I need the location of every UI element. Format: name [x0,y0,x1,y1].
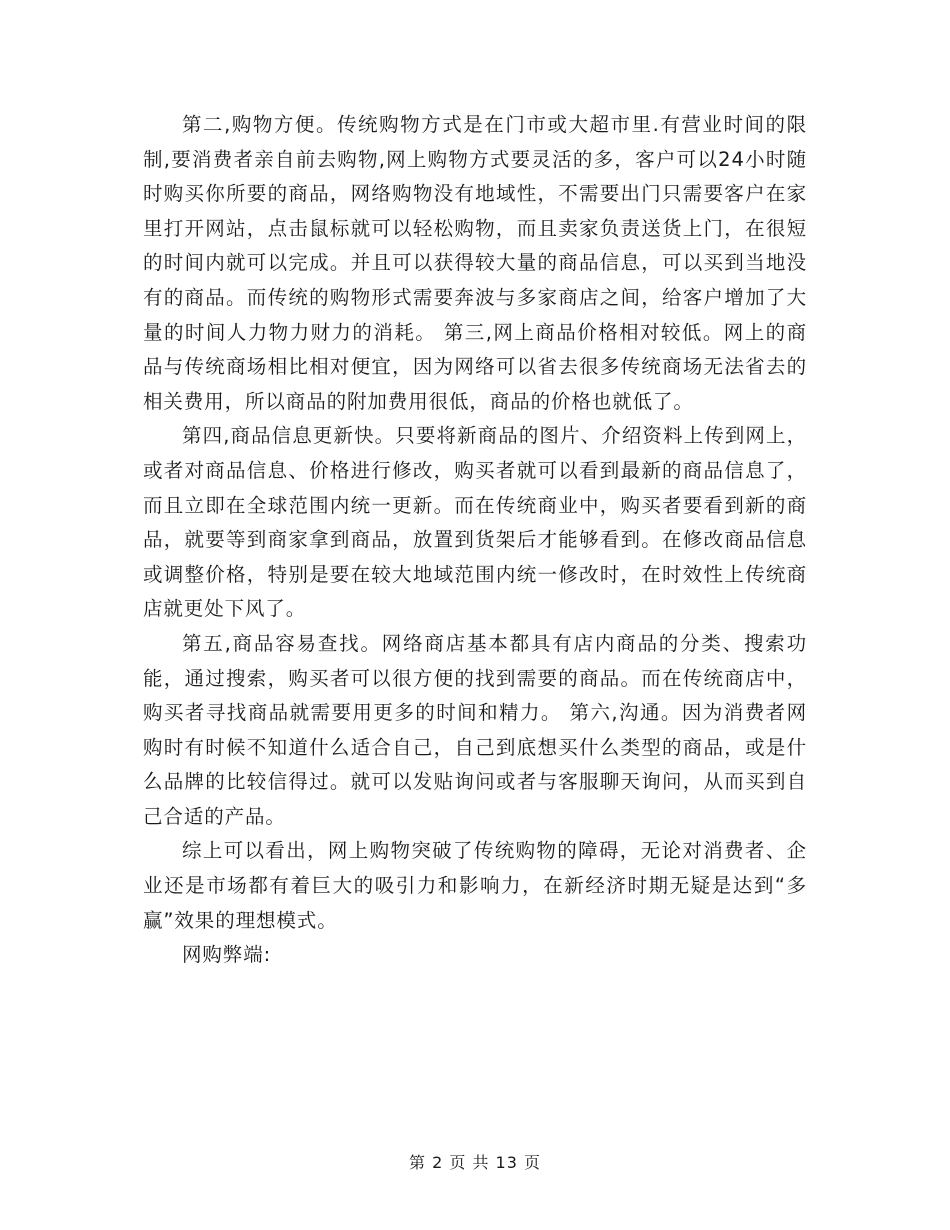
paragraph-easy-search: 第五,商品容易查找。网络商店基本都具有店内商品的分类、搜索功能，通过搜索，购买者可以很方便的找到需要的商品。而在传统商店中，购买者寻找商品就需要用更多的时间和精力。 第六,沟通。因为消费者网购时有时候不知道什么适合自己，自己到底想买什么类型的商品，或是什么品牌的比较信得过。就可以发贴询问或者与客服聊天询问，从而买到自己合适的产品。 [143,631,807,828]
page-number-footer: 第 2 页 共 13 页 [409,1153,541,1172]
paragraph-convenience: 第二,购物方便。传统购物方式是在门市或大超市里.有营业时间的限制,要消费者亲自前去购物,网上购物方式要灵活的多，客户可以24小时随时购买你所要的商品，网络购物没有地域性，不需要出门只需要客户在家里打开网站，点击鼠标就可以轻松购物，而且卖家负责送货上门，在很短的时间内就可以完成。并且可以获得较大量的商品信息，可以买到当地没有的商品。而传统的购物形式需要奔波与多家商店之间，给客户增加了大量的时间人力物力财力的消耗。 第三,网上商品价格相对较低。网上的商品与传统商场相比相对便宜，因为网络可以省去很多传统商场无法省去的相关费用，所以商品的附加费用很低，商品的价格也就低了。 [143,113,807,413]
paragraph-drawbacks-heading: 网购弊端: [182,943,272,967]
document-body [143,108,807,973]
paragraph-info-update: 第四,商品信息更新快。只要将新商品的图片、介绍资料上传到网上，或者对商品信息、价格进行修改，购买者就可以看到最新的商品信息了，而且立即在全球范围内统一更新。而在传统商业中，购买者要看到新的商品，就要等到商家拿到商品，放置到货架后才能够看到。在修改商品信息或调整价格，特别是要在较大地域范围内统一修改时，在时效性上传统商店就更处下风了。 [143,424,807,621]
paragraph-summary: 综上可以看出，网上购物突破了传统购物的障碍，无论对消费者、企业还是市场都有着巨大的吸引力和影响力，在新经济时期无疑是达到“多赢”效果的理想模式。 [143,839,807,932]
